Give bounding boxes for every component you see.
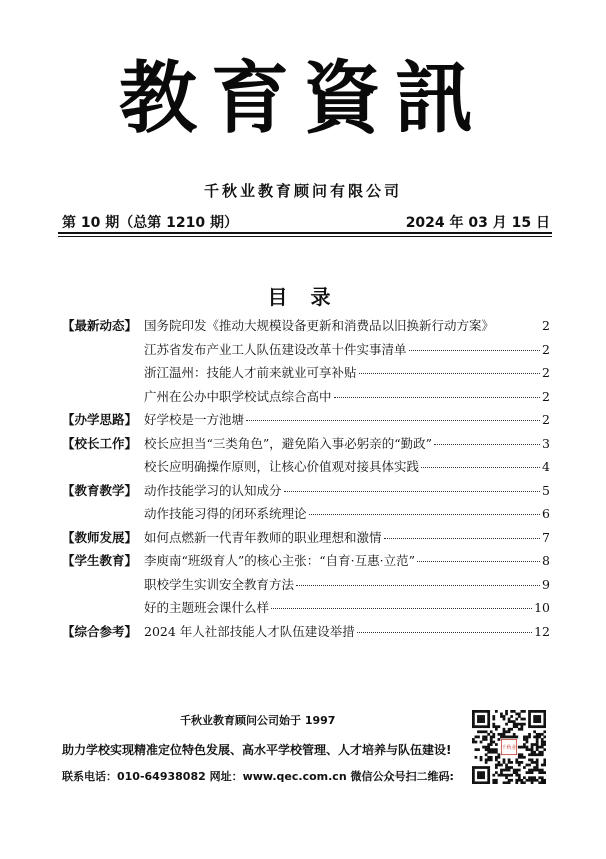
toc-leader <box>296 585 540 586</box>
toc-entry-title[interactable]: 动作技能学习的认知成分 <box>144 482 282 498</box>
toc-page-number: 10 <box>534 600 550 615</box>
toc-leader <box>421 467 540 468</box>
toc-row[interactable] <box>62 363 550 387</box>
toc-row[interactable] <box>62 622 550 646</box>
toc-page-number: 7 <box>542 529 550 545</box>
footer-founded: 千秋业教育顾问公司始于 1997 <box>180 714 336 727</box>
toc-entry-title[interactable]: 如何点燃新一代青年教师的职业理想和激情 <box>144 529 382 545</box>
toc-category: 【最新动态】 <box>62 318 138 333</box>
toc-entry-title[interactable]: 动作技能习得的闭环系统理论 <box>144 506 307 521</box>
toc-leader <box>246 420 540 421</box>
toc-row[interactable] <box>62 340 550 364</box>
toc-row[interactable] <box>62 457 550 481</box>
toc-heading: 目 录 <box>267 285 339 309</box>
toc-entry-title[interactable]: 李庾南“班级育人”的核心主张：“自育·互惠·立范” <box>144 553 416 568</box>
toc-category: 【办学思路】 <box>62 412 138 427</box>
toc-category: 【教育教学】 <box>62 482 138 498</box>
masthead-title: 教育資訊 <box>118 53 487 144</box>
toc-row[interactable] <box>62 551 550 575</box>
toc-page-number: 5 <box>542 482 550 498</box>
toc-leader <box>409 350 541 351</box>
issue-number: 第 10 期（总第 1210 期） <box>62 215 238 231</box>
toc-entry-title[interactable]: 广州在公办中职学校试点综合高中 <box>144 388 332 404</box>
toc-leader <box>384 538 541 539</box>
toc-category: 【校长工作】 <box>62 435 138 451</box>
toc-page-number: 3 <box>542 435 550 451</box>
toc-entry-title[interactable]: 国务院印发《推动大规模设备更新和消费品以旧换新行动方案》 <box>144 318 495 333</box>
toc-category: 【综合参考】 <box>62 623 138 639</box>
toc-page-number: 12 <box>534 623 550 639</box>
toc-entry-title[interactable]: 职校学生实训安全教育方法 <box>144 576 295 592</box>
issue-row <box>62 212 550 232</box>
toc-entry-title[interactable]: 好学校是一方池塘 <box>144 412 245 427</box>
toc-leader <box>334 397 541 398</box>
toc-row[interactable] <box>62 387 550 411</box>
toc-entry-title[interactable]: 浙江温州：技能人才前来就业可享补贴 <box>144 365 357 380</box>
toc-row[interactable] <box>62 410 550 434</box>
toc-page-number: 9 <box>542 576 550 592</box>
issue-date: 2024 年 03 月 15 日 <box>405 215 550 231</box>
toc-page-number: 6 <box>542 506 550 521</box>
toc-leader <box>271 608 532 609</box>
footer-slogan: 助力学校实现精准定位特色发展、高水平学校管理、人才培养与队伍建设! <box>62 743 452 757</box>
qr-logo-text: 千秋业 <box>501 744 517 751</box>
toc-entry-title[interactable]: 2024 年人社部技能人才队伍建设举措 <box>144 623 355 639</box>
qr-code-icon[interactable] <box>472 710 546 784</box>
company-name: 千秋业教育顾问有限公司 <box>203 182 402 200</box>
toc-row[interactable] <box>62 316 550 340</box>
toc-entry-title[interactable]: 校长应明确操作原则，让核心价值观对接具体实践 <box>144 459 420 474</box>
toc-category: 【学生教育】 <box>62 553 138 568</box>
toc-page-number: 2 <box>542 365 550 380</box>
toc-page-number: 2 <box>542 388 550 404</box>
toc-row[interactable] <box>62 481 550 505</box>
toc-row[interactable] <box>62 598 550 622</box>
toc-leader <box>359 373 541 374</box>
toc-leader <box>284 491 541 492</box>
toc-row[interactable] <box>62 504 550 528</box>
toc-page-number: 4 <box>542 459 550 474</box>
header-rule <box>58 232 552 234</box>
toc-page-number: 2 <box>542 412 550 427</box>
toc-leader <box>357 632 532 633</box>
toc-row[interactable] <box>62 528 550 552</box>
toc-page-number: 2 <box>542 318 550 333</box>
toc-entry-title[interactable]: 校长应担当“三类角色”，避免陷入事必躬亲的“勤政” <box>144 435 433 451</box>
footer-contact: 联系电话：010-64938082 网址：www.qec.com.cn 微信公众号扫二维码: <box>62 770 454 783</box>
toc-page-number: 8 <box>542 553 550 568</box>
toc-entry-title[interactable]: 江苏省发布产业工人队伍建设改革十件实事清单 <box>144 341 407 357</box>
toc-row[interactable] <box>62 575 550 599</box>
toc-row[interactable] <box>62 434 550 458</box>
toc-entry-title[interactable]: 好的主题班会课什么样 <box>144 600 270 615</box>
header-rule-thin <box>58 236 552 237</box>
table-of-contents <box>62 316 550 645</box>
toc-leader <box>417 561 540 562</box>
toc-leader <box>309 514 541 515</box>
toc-leader <box>434 444 540 445</box>
toc-category: 【教师发展】 <box>62 529 138 545</box>
toc-page-number: 2 <box>542 341 550 357</box>
